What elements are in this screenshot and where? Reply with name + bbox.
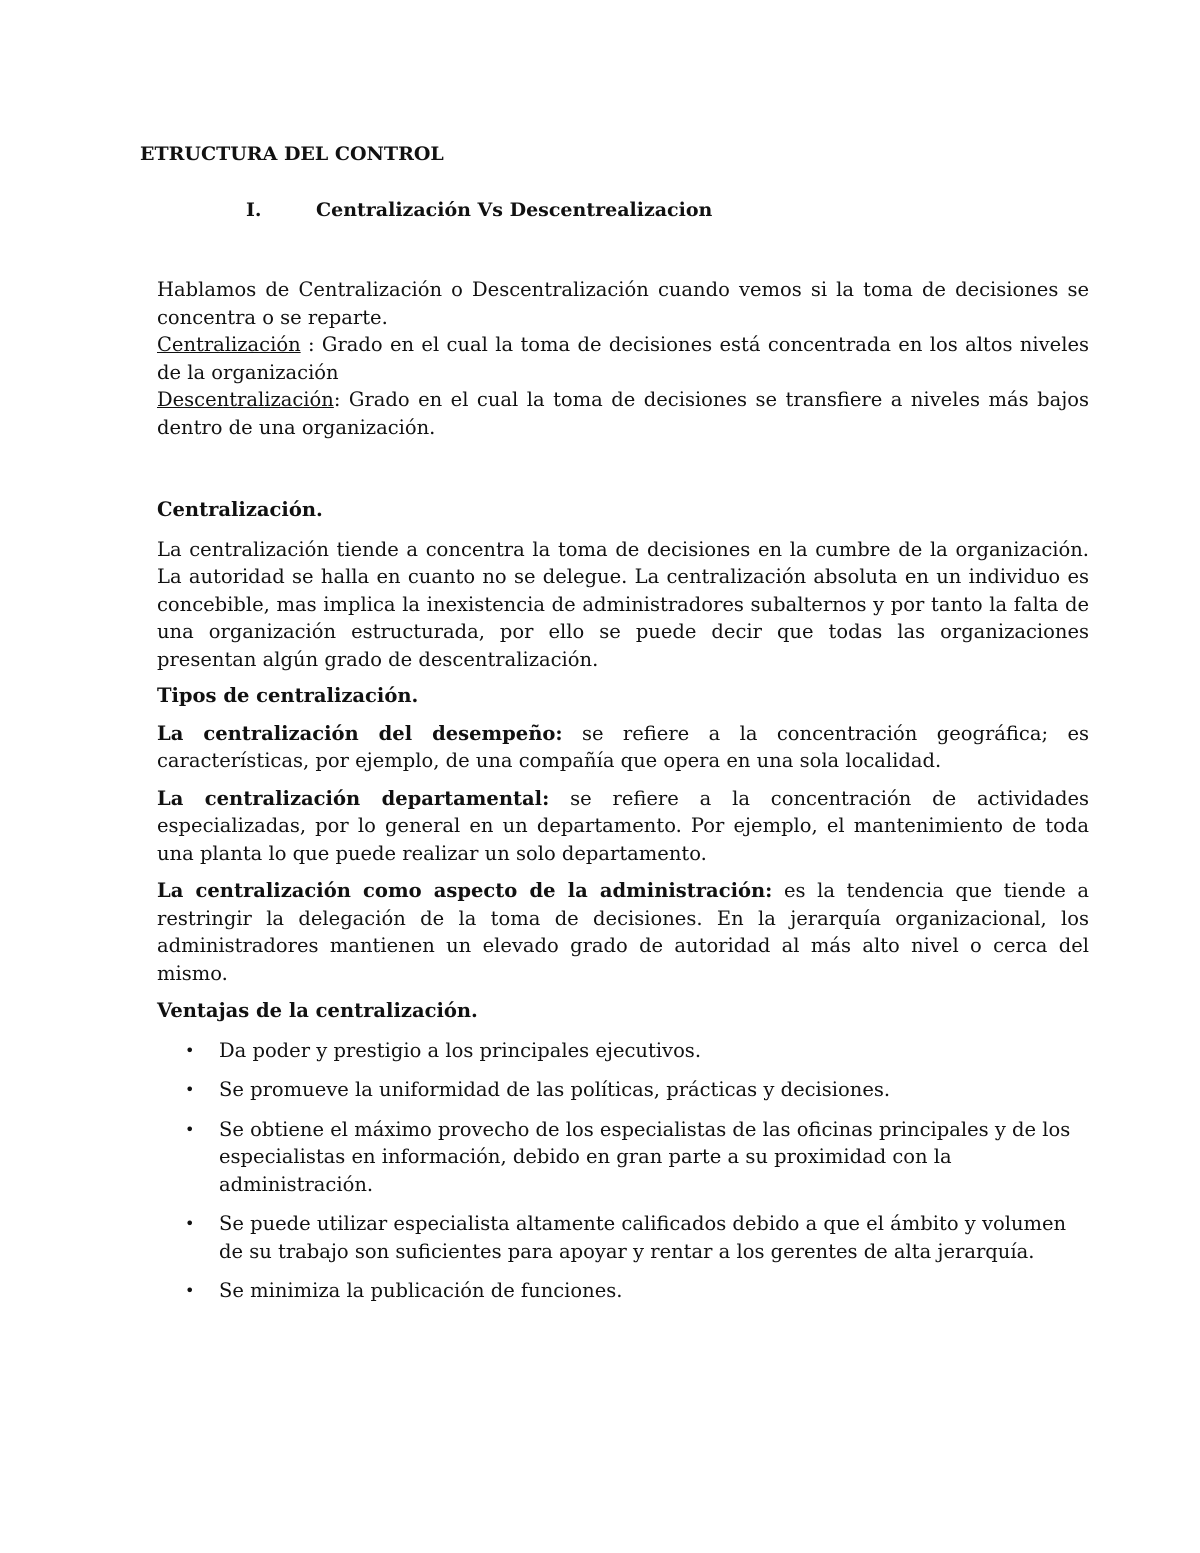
tipo-term: La centralización del desempeño:	[157, 721, 563, 745]
tipo-text: es la tendencia que tiende a restringir la delegación de la toma de decisiones. En la jerarquía organizacional, los administradores mantienen un elevado grado de autoridad al más alto nivel o cerca del mismo.	[157, 879, 1089, 985]
bullet-icon: •	[185, 1080, 195, 1099]
list-item	[157, 1037, 1089, 1065]
document-title: ETRUCTURA DEL CONTROL	[140, 143, 444, 165]
definition-centralizacion	[157, 331, 1089, 386]
bullet-icon: •	[185, 1214, 195, 1233]
tipo-text: se refiere a la concentración de actividades especializadas, por lo general en un departamento. Por ejemplo, el mantenimiento de toda una planta lo que puede realizar un solo departamento.	[157, 786, 1089, 865]
definition-text: : Grado en el cual la toma de decisiones se transfiere a niveles más bajos dentro de una organización.	[157, 388, 1089, 439]
list-item	[157, 1210, 1089, 1265]
list-item-text: Da poder y prestigio a los principales ejecutivos.	[219, 1038, 702, 1062]
tipo-item	[157, 877, 1089, 987]
list-item-text: Se promueve la uniformidad de las políticas, prácticas y decisiones.	[219, 1078, 891, 1101]
list-item	[157, 1076, 1089, 1104]
bullet-icon: •	[185, 1281, 195, 1300]
bullet-icon: •	[185, 1040, 195, 1060]
tipos-heading: Tipos de centralización.	[157, 684, 419, 707]
ventajas-heading: Ventajas de la centralización.	[157, 999, 478, 1022]
tipo-item	[157, 720, 1089, 775]
ventajas-list	[157, 1037, 1089, 1305]
definition-text: : Grado en el cual la toma de decisiones está concentrada en los altos niveles de la organización	[157, 333, 1089, 384]
list-item	[157, 1277, 1089, 1305]
list-item-text: Se minimiza la publicación de funciones.	[219, 1279, 623, 1302]
list-item-text: Se puede utilizar especialista altamente calificados debido a que el ámbito y volumen de su trabajo son suficientes para apoyar y rentar a los gerentes de alta jerarquía.	[219, 1212, 1067, 1263]
document-body	[157, 276, 1089, 1305]
intro-paragraph: Hablamos de Centralización o Descentralización cuando vemos si la toma de decisiones se concentra o se reparte.	[157, 278, 1089, 329]
tipo-item	[157, 785, 1089, 868]
definition-term: Centralización	[157, 333, 301, 356]
centralizacion-paragraph: La centralización tiende a concentra la toma de decisiones en la cumbre de la organización. La autoridad se halla en cuanto no se delegue. La centralización absoluta en un individuo es concebible, mas implica la inexistencia de administradores subalternos y por tanto la falta de una organización estructurada, por ello se puede decir que todas las organizaciones presentan algún grado de descentralización.	[157, 537, 1089, 671]
definition-term: Descentralización	[157, 388, 334, 411]
tipo-term: La centralización departamental:	[157, 786, 550, 810]
list-item	[157, 1116, 1089, 1199]
centralizacion-heading: Centralización.	[157, 498, 323, 521]
list-item-text: Se obtiene el máximo provecho de los especialistas de las oficinas principales y de los especialistas en información, debido en gran parte a su proximidad con la administración.	[219, 1117, 1071, 1196]
bullet-icon: •	[185, 1119, 195, 1139]
definition-descentralizacion	[157, 386, 1089, 441]
section-number: I.	[246, 199, 262, 221]
section-title: Centralización Vs Descentrealizacion	[316, 199, 713, 221]
section-heading	[246, 199, 712, 221]
tipo-term: La centralización como aspecto de la administración:	[157, 879, 773, 902]
tipo-text: se refiere a la concentración geográfica; es características, por ejemplo, de una compañía que opera en una sola localidad.	[157, 721, 1089, 772]
